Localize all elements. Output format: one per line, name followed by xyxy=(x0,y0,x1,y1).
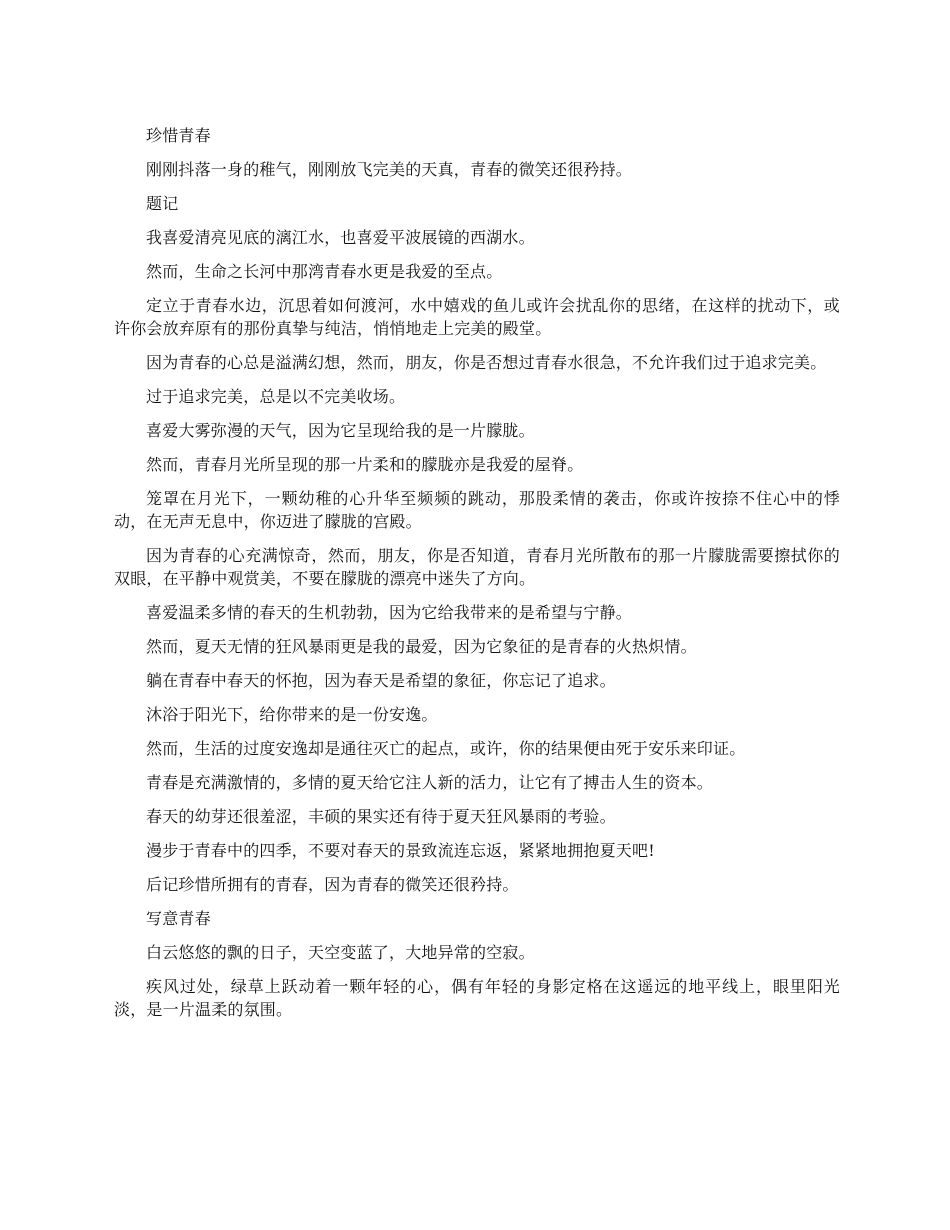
paragraph-afterword: 后记珍惜所拥有的青春，因为青春的微笑还很矜持。 xyxy=(146,875,519,894)
paragraph: 然而，青春月光所呈现的那一片柔和的朦胧亦是我爱的屋脊。 xyxy=(146,455,584,474)
paragraph: 躺在青春中春天的怀抱，因为春天是希望的象征，你忘记了追求。 xyxy=(146,671,616,690)
paragraph: 沐浴于阳光下，给你带来的是一份安逸。 xyxy=(146,705,438,724)
paragraph: 白云悠悠的飘的日子，天空变蓝了，大地异常的空寂。 xyxy=(146,943,535,962)
paragraph: 青春是充满激情的，多情的夏天给它注人新的活力，让它有了搏击人生的资本。 xyxy=(146,773,714,792)
paragraph: 我喜爱清亮见底的漓江水，也喜爱平波展镜的西湖水。 xyxy=(146,228,535,247)
paragraph: 喜爱大雾弥漫的天气，因为它呈现给我的是一片朦胧。 xyxy=(146,421,535,440)
heading-cherish-youth: 珍惜青春 xyxy=(146,126,211,145)
paragraph: 因为青春的心充满惊奇，然而，朋友，你是否知道，青春月光所散布的那一片朦胧需要擦拭你的双眼，在平静中观赏美，不要在朦胧的漂亮中迷失了方向。 xyxy=(114,546,840,588)
paragraph: 定立于青春水边，沉思着如何渡河，水中嬉戏的鱼儿或许会扰乱你的思绪，在这样的扰动下，或许你会放弃原有的那份真挚与纯洁，悄悄地走上完美的殿堂。 xyxy=(114,296,840,338)
paragraph: 春天的幼芽还很羞涩，丰硕的果实还有待于夏天狂风暴雨的考验。 xyxy=(146,807,616,826)
paragraph: 因为青春的心总是溢满幻想，然而，朋友，你是否想过青春水很急，不允许我们过于追求完美。 xyxy=(146,353,827,372)
paragraph: 过于追求完美，总是以不完美收场。 xyxy=(146,387,406,406)
paragraph: 漫步于青春中的四季，不要对春天的景致流连忘返，紧紧地拥抱夏天吧! xyxy=(146,841,655,860)
paragraph: 刚刚抖落一身的稚气，刚刚放飞完美的天真，青春的微笑还很矜持。 xyxy=(146,160,633,179)
epigraph-label: 题记 xyxy=(146,194,179,213)
paragraph: 然而，夏天无情的狂风暴雨更是我的最爱，因为它象征的是青春的火热炽情。 xyxy=(146,637,697,656)
paragraph: 喜爱温柔多情的春天的生机勃勃，因为它给我带来的是希望与宁静。 xyxy=(146,603,633,622)
paragraph: 然而，生命之长河中那湾青春水更是我爱的至点。 xyxy=(146,262,503,281)
heading-sketch-youth: 写意青春 xyxy=(146,909,211,928)
paragraph: 然而，生活的过度安逸却是通往灭亡的起点，或许，你的结果便由死于安乐来印证。 xyxy=(146,739,746,758)
paragraph: 疾风过处，绿草上跃动着一颗年轻的心，偶有年轻的身影定格在这遥远的地平线上，眼里阳光淡，是一片温柔的氛围。 xyxy=(114,977,840,1019)
paragraph: 笼罩在月光下，一颗幼稚的心升华至频频的跳动，那股柔情的袭击，你或许按捺不住心中的悸动，在无声无息中，你迈进了朦胧的宫殿。 xyxy=(114,489,840,531)
